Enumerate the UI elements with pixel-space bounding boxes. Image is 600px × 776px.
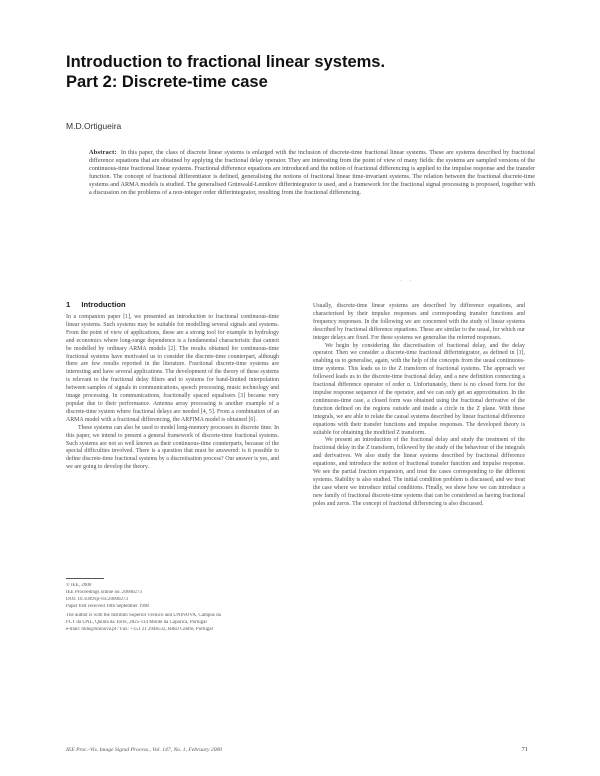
section-heading <box>66 300 126 309</box>
footnote-address: FCT da UNL, Quinta da Torre, 2825-114 Monte da Caparica, Portugal <box>66 620 207 625</box>
right-column <box>313 303 525 509</box>
footnote-received: Paper first received 10th September 1998 <box>66 604 149 609</box>
page-number: 71 <box>521 746 528 753</box>
footnote-doi: DOI: 10.1049/ip-vis:20000273 <box>66 597 128 602</box>
paper-title <box>66 52 546 92</box>
right-paragraph: We present an introduction of the fractional delay and study the treatment of the fractional delay in the Z transform, followed by the study of the behaviour of the integrals and derivatives. We also study the linear systems described by fractional difference equations, and introduce the notion of fractional transfer function and impulse response. We see the partial fraction expansion, and treat the cases corresponding to the different systems. Stability is also studied. The initial condition problem is discussed, and we treat the case where we introduce initial conditions. Finally, we show how we can introduce a new family of fractional discrete-time systems that can be considered as having fractional poles and zeros. The concept of fractional differencing is also discussed. <box>313 437 525 507</box>
layout-marks: · · <box>400 278 415 284</box>
abstract-text: In this paper, the class of discrete linear systems is enlarged with the inclusion of discrete-time fractional linear systems. These are systems described by fractional difference equations that are obtained by applying the fractional delay operator. They are interesting from the point of view of many fields: the systems are sampled versions of the continuous-time fractional linear systems. Fractional difference equations are introduced and the notion of fractional differencing is applied to the impulse response and the transfer function. The concept of fractional differentiator is defined, generalising the notions of fractional linear time-invariant systems. The relation between the fractional discrete-time systems and ARMA models is studied. The generalised Grünwald-Letnikov differintegrator is used, and a framework for the fractional signal processing is proposed, together with a discussion on the problems of a non-integer order differintegrator, resulting from the fractional differencing. <box>89 149 535 197</box>
left-column <box>66 314 279 472</box>
footnote-rule <box>66 578 104 579</box>
footnote-copyright: © IEE, 2000 <box>66 583 92 588</box>
footnote-affiliation: The author is with the Instituto Superior Técnico and UNINOVA, Campus da <box>66 613 221 618</box>
right-paragraph: Usually, discrete-time linear systems are described by difference equations, and characterised by their impulse responses and corresponding transfer functions and frequency responses. In the following we are concerned with the study of linear systems described by fractional difference equations. These are similar to the usual, for which our integer delays are fixed. For these systems we generalise the referred responses. <box>313 303 525 341</box>
left-paragraph: In a companion paper [1], we presented an introduction to fractional continuous-time linear systems. Such systems may be suitable for modelling several signals and systems. From the point of view of applications, these are a strong tool for example in hydrology and economics where long-range dependence is a fundamental characteristic that cannot be modelled by ordinary ARMA models [2]. The results obtained for continuous-time fractional systems have motivated us to consider the discrete-time counterpart, although there are few results reported in the literature. Fractional discrete-time systems are interesting and have several applications. The development of the theory of these systems is relevant to the fractional delay filters and to systems for band-limited interpolation between samples of signals in communications, speech processing, music technology and image processing. In communications, fractionally spaced equalisers [3] became very popular due to their performance. Antenna array processing is another example of a discrete-time system where fractional delays are needed [4, 5]. From a combination of an ARMA model with a fractional differencing, the ARFIMA model is obtained [6]. <box>66 314 279 423</box>
journal-footer: IEE Proc.-Vis. Image Signal Process., Vol. 147, No. 1, February 2000 <box>66 747 223 753</box>
right-paragraph: We begin by considering the discretisation of fractional delay, and the delay operator. Then we consider a discrete-time fractional differintegrator, as defined in [1], enabling us to generalise, again, with the help of the concepts from the usual continuous-time systems. This leads us to the Z transform of fractional systems. The approach we followed leads us to the discrete-time fractional delay, and a new definition connecting a fractional difference operator of order α. Unfortunately, there is no closed form for the impulse response sequence of the operator, and we can only get an approximation. In the continuous-time case, a closed form was obtained using the fractional derivative of the function defined on the regions outside and inside a circle in the Z plane. With these integrals, we are able to relate the causal systems described by linear fractional difference equations with their transfer functions and impulse responses. The developed theory is suitable for obtaining the modified Z transform. <box>313 342 525 436</box>
title-line-1: Introduction to fractional linear systems. <box>66 53 386 71</box>
footnote-online-no: IEE Proceedings online no. 20000273 <box>66 590 142 595</box>
footnote-contact: e-mail: mdo@uninova.pt / Fax: +351 21 2948532, R&D Centre, Portugal <box>66 627 213 632</box>
section-title: Introduction <box>81 300 126 309</box>
section-number: 1 <box>66 300 71 309</box>
author-name: M.D.Ortigueira <box>66 121 122 131</box>
abstract-label: Abstract: <box>89 149 117 156</box>
title-line-2: Part 2: Discrete-time case <box>66 73 268 91</box>
abstract <box>89 149 535 197</box>
left-paragraph: These systems can also be used to model long-memory processes in discrete time. In this paper, we intend to present a general framework of discrete-time fractional systems. Such systems are not so well known as their continuous-time counterparts, because of the special difficulties involved. There is a question that must be answered: is it possible to define discrete-time fractional systems by a discretisation process? Our answer is yes, and we are going to develop the theory. <box>66 424 279 471</box>
